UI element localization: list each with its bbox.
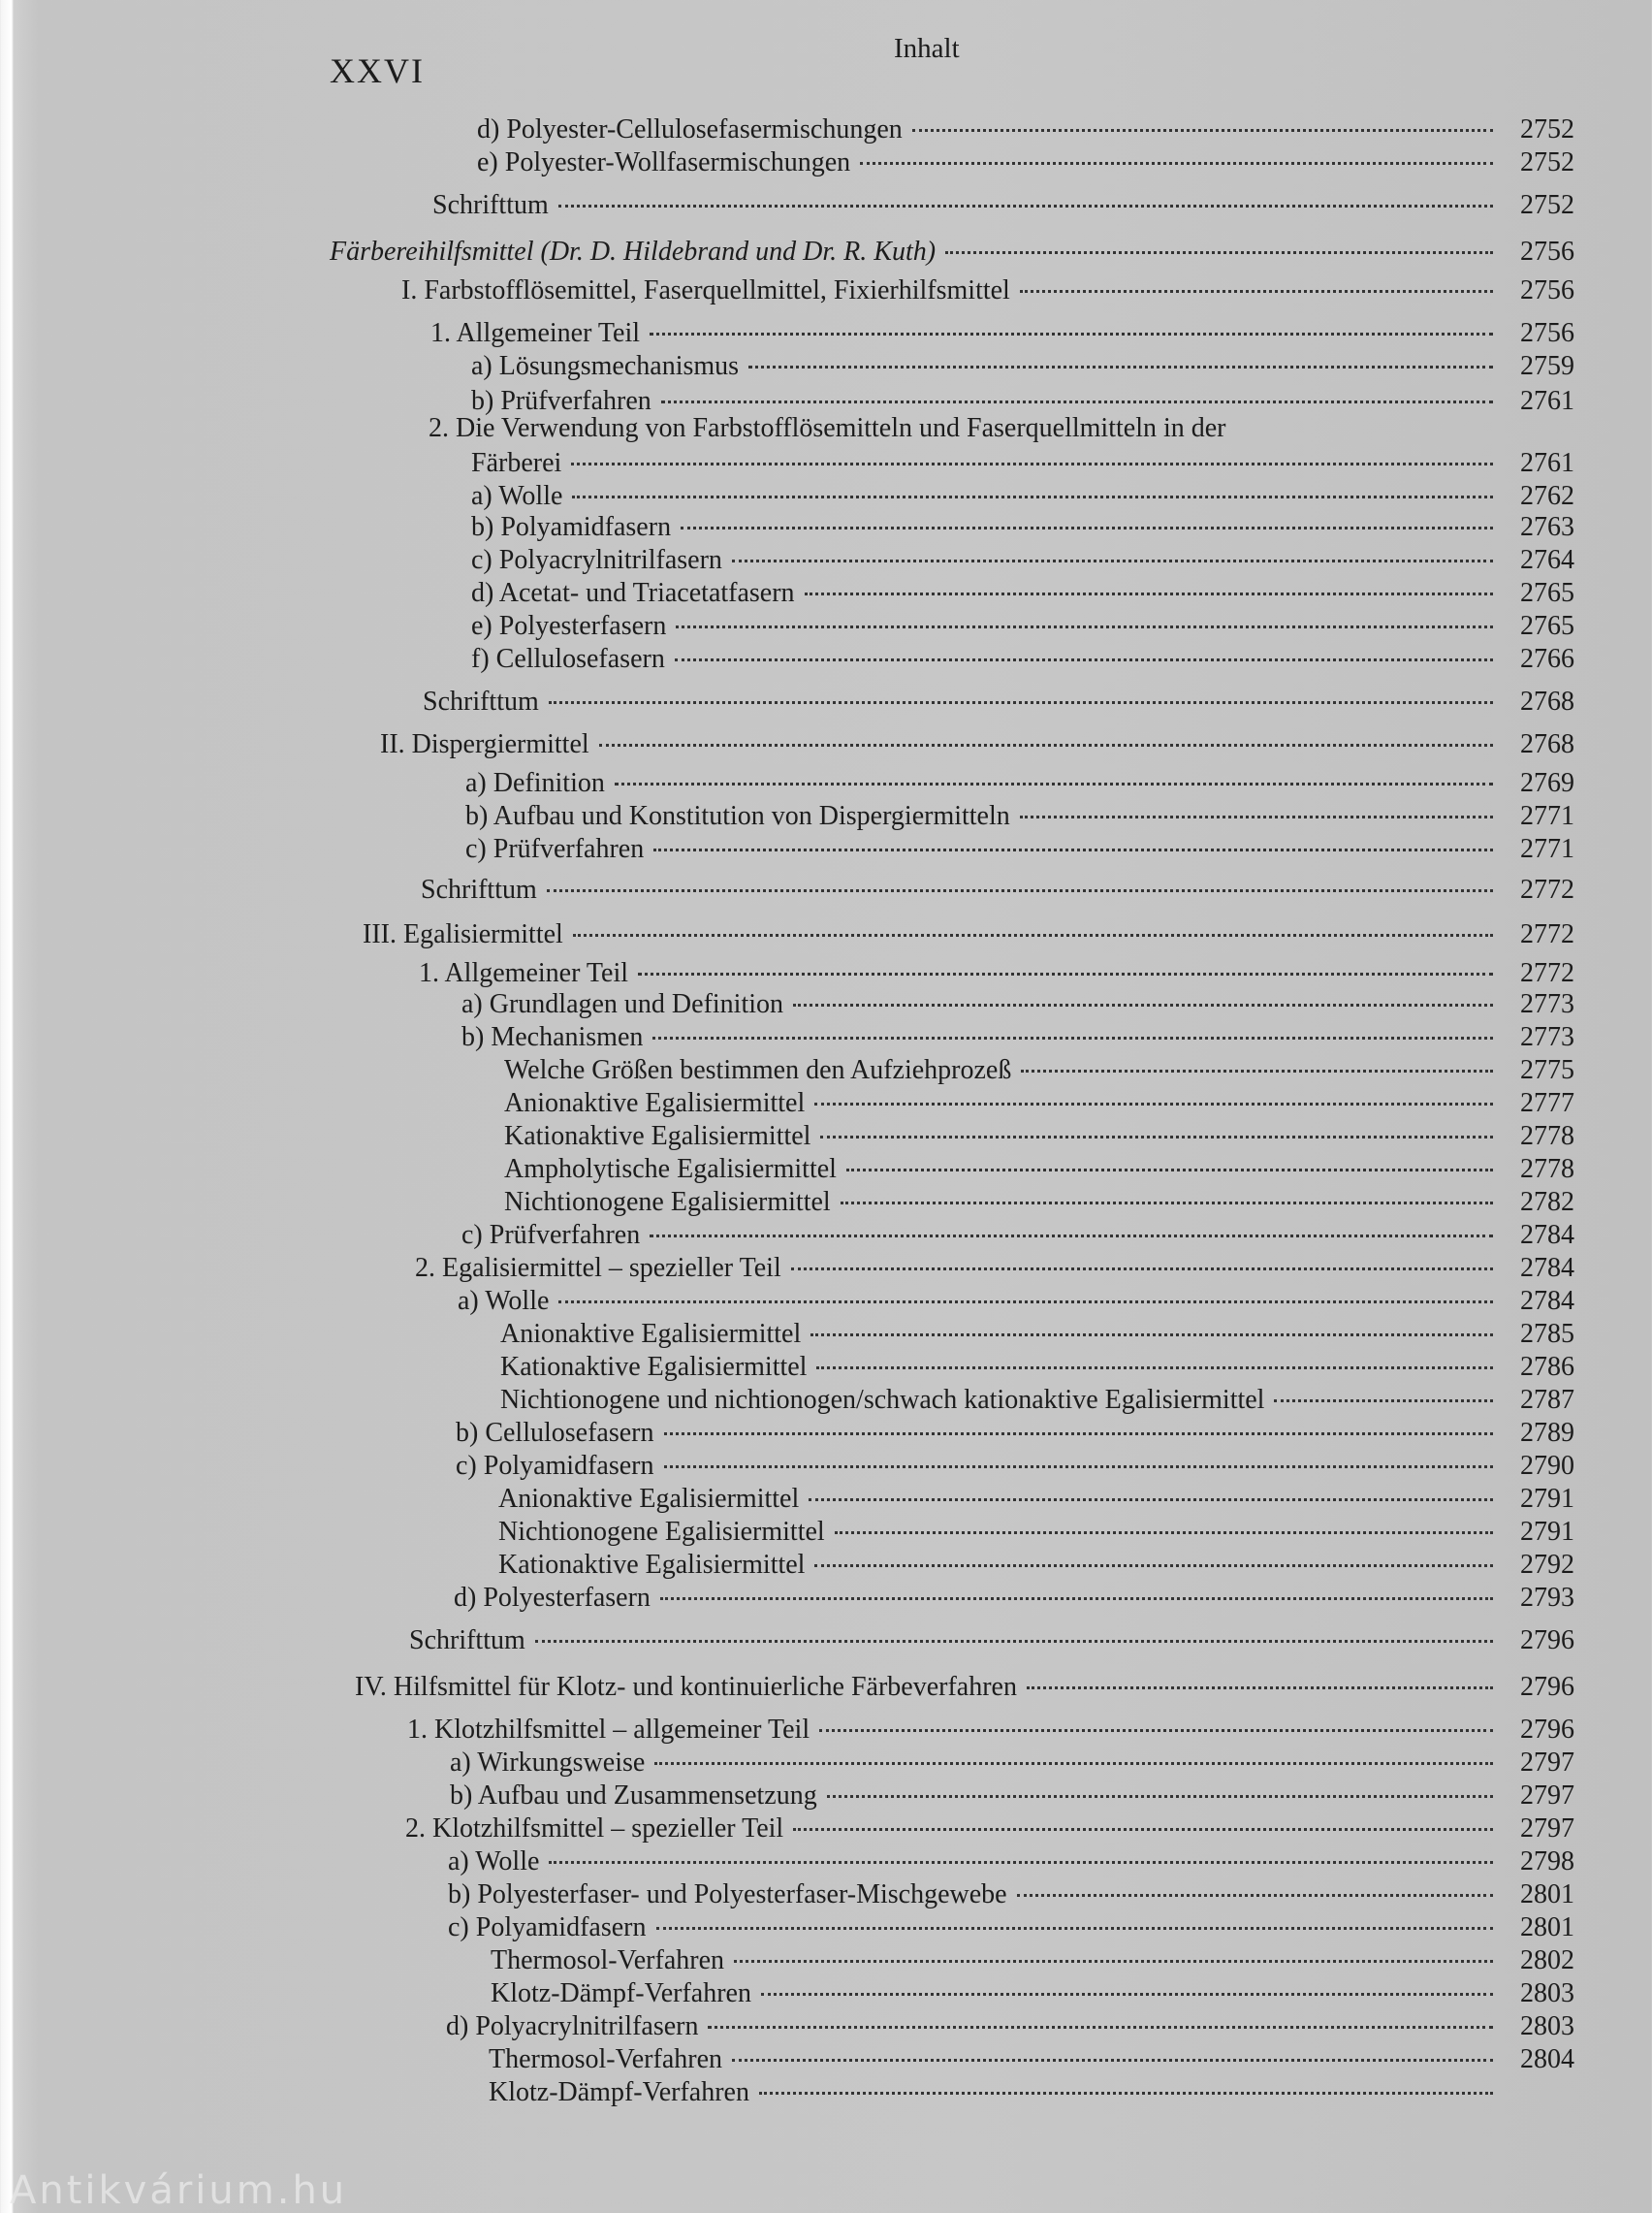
toc-chapter-entry: Färbereihilfsmittel (Dr. D. Hildebrand und Dr. R. Kuth) 2756 [330,237,1574,267]
toc-entry: I. Farbstofflösemittel, Faserquellmittel, Fixierhilfsmittel 2756 [401,275,1574,305]
toc-entry: c) Prüfverfahren 2784 [461,1220,1574,1250]
roman-page-number: XXVI [330,51,425,90]
toc-entry: Schrifttum 2796 [409,1625,1574,1655]
toc-entry: Nichtionogene Egalisiermittel 2791 [498,1517,1574,1547]
toc-entry: d) Polyesterfasern 2793 [454,1583,1574,1613]
toc-entry: a) Wirkungsweise 2797 [450,1748,1574,1778]
toc-entry: c) Prüfverfahren 2771 [465,834,1574,864]
toc-entry: 1. Allgemeiner Teil 2772 [419,958,1574,988]
toc-entry: b) Cellulosefasern 2789 [456,1418,1574,1448]
toc-entry: Schrifttum 2768 [423,687,1574,717]
toc-entry: a) Grundlagen und Definition 2773 [461,989,1574,1019]
toc-entry: Kationaktive Egalisiermittel 2792 [498,1550,1574,1580]
toc-entry: b) Aufbau und Zusammensetzung 2797 [450,1780,1574,1811]
toc-entry: b) Aufbau und Konstitution von Dispergiermitteln 2771 [465,801,1574,831]
toc-entry: Klotz-Dämpf-Verfahren 2803 [491,1978,1574,2008]
toc-entry: Färberei 2761 [471,448,1574,478]
toc-entry: e) Polyester-Wollfasermischungen 2752 [477,147,1574,177]
toc-entry: b) Polyesterfaser- und Polyesterfaser-Mischgewebe 2801 [448,1879,1574,1909]
toc-entry: d) Polyester-Cellulosefasermischungen 2752 [477,114,1574,144]
toc-entry: d) Polyacrylnitrilfasern 2803 [446,2011,1574,2041]
toc-entry: II. Dispergiermittel 2768 [380,729,1574,759]
toc-entry: Klotz-Dämpf-Verfahren [489,2077,1574,2110]
toc-entry: Anionaktive Egalisiermittel 2785 [500,1319,1574,1349]
toc-entry: f) Cellulosefasern 2766 [471,644,1574,674]
toc-entry: a) Wolle 2762 [471,481,1574,511]
toc-entry: d) Acetat- und Triacetatfasern 2765 [471,578,1574,608]
toc-entry: Nichtionogene Egalisiermittel 2782 [504,1187,1574,1217]
toc-entry: Schrifttum 2752 [432,190,1574,220]
watermark-text: Antikvárium.hu [10,2168,348,2213]
toc-entry: Kationaktive Egalisiermittel 2778 [504,1121,1574,1151]
toc-entry: Thermosol-Verfahren 2802 [491,1945,1574,1975]
toc-entry: c) Polyamidfasern 2790 [456,1451,1574,1481]
toc-entry: a) Wolle 2784 [458,1286,1574,1316]
toc-entry: 2. Egalisiermittel – spezieller Teil 2784 [415,1253,1574,1283]
toc-entry: Anionaktive Egalisiermittel 2791 [498,1484,1574,1514]
toc-entry: 2. Klotzhilfsmittel – spezieller Teil 2797 [405,1813,1574,1844]
toc-entry: 1. Klotzhilfsmittel – allgemeiner Teil 2796 [407,1715,1574,1745]
toc-entry: Kationaktive Egalisiermittel 2786 [500,1352,1574,1382]
toc-entry: b) Mechanismen 2773 [461,1022,1574,1052]
running-header: Inhalt [894,33,960,64]
toc-entry: 2. Die Verwendung von Farbstofflösemitteln und Faserquellmitteln in der [429,413,1226,443]
toc-entry: 1. Allgemeiner Teil 2756 [430,318,1574,348]
toc-entry: Welche Größen bestimmen den Aufziehprozeß 2775 [504,1055,1574,1085]
toc-entry: Anionaktive Egalisiermittel 2777 [504,1088,1574,1118]
toc-entry: IV. Hilfsmittel für Klotz- und kontinuierliche Färbeverfahren 2796 [355,1672,1574,1702]
toc-entry: Nichtionogene und nichtionogen/schwach kationaktive Egalisiermittel 2787 [500,1385,1574,1415]
toc-entry: c) Polyamidfasern 2801 [448,1912,1574,1942]
toc-entry: Ampholytische Egalisiermittel 2778 [504,1154,1574,1184]
toc-entry: a) Lösungsmechanismus 2759 [471,351,1574,381]
toc-entry: b) Prüfverfahren 2761 [471,386,1574,416]
toc-entry: Thermosol-Verfahren 2804 [489,2044,1574,2074]
toc-entry: Schrifttum 2772 [421,875,1574,905]
toc-entry: e) Polyesterfasern 2765 [471,611,1574,641]
toc-entry: a) Wolle 2798 [448,1846,1574,1876]
toc-entry: b) Polyamidfasern 2763 [471,512,1574,542]
toc-entry: a) Definition 2769 [465,768,1574,798]
toc-entry: III. Egalisiermittel 2772 [363,919,1574,949]
toc-entry: c) Polyacrylnitrilfasern 2764 [471,545,1574,575]
